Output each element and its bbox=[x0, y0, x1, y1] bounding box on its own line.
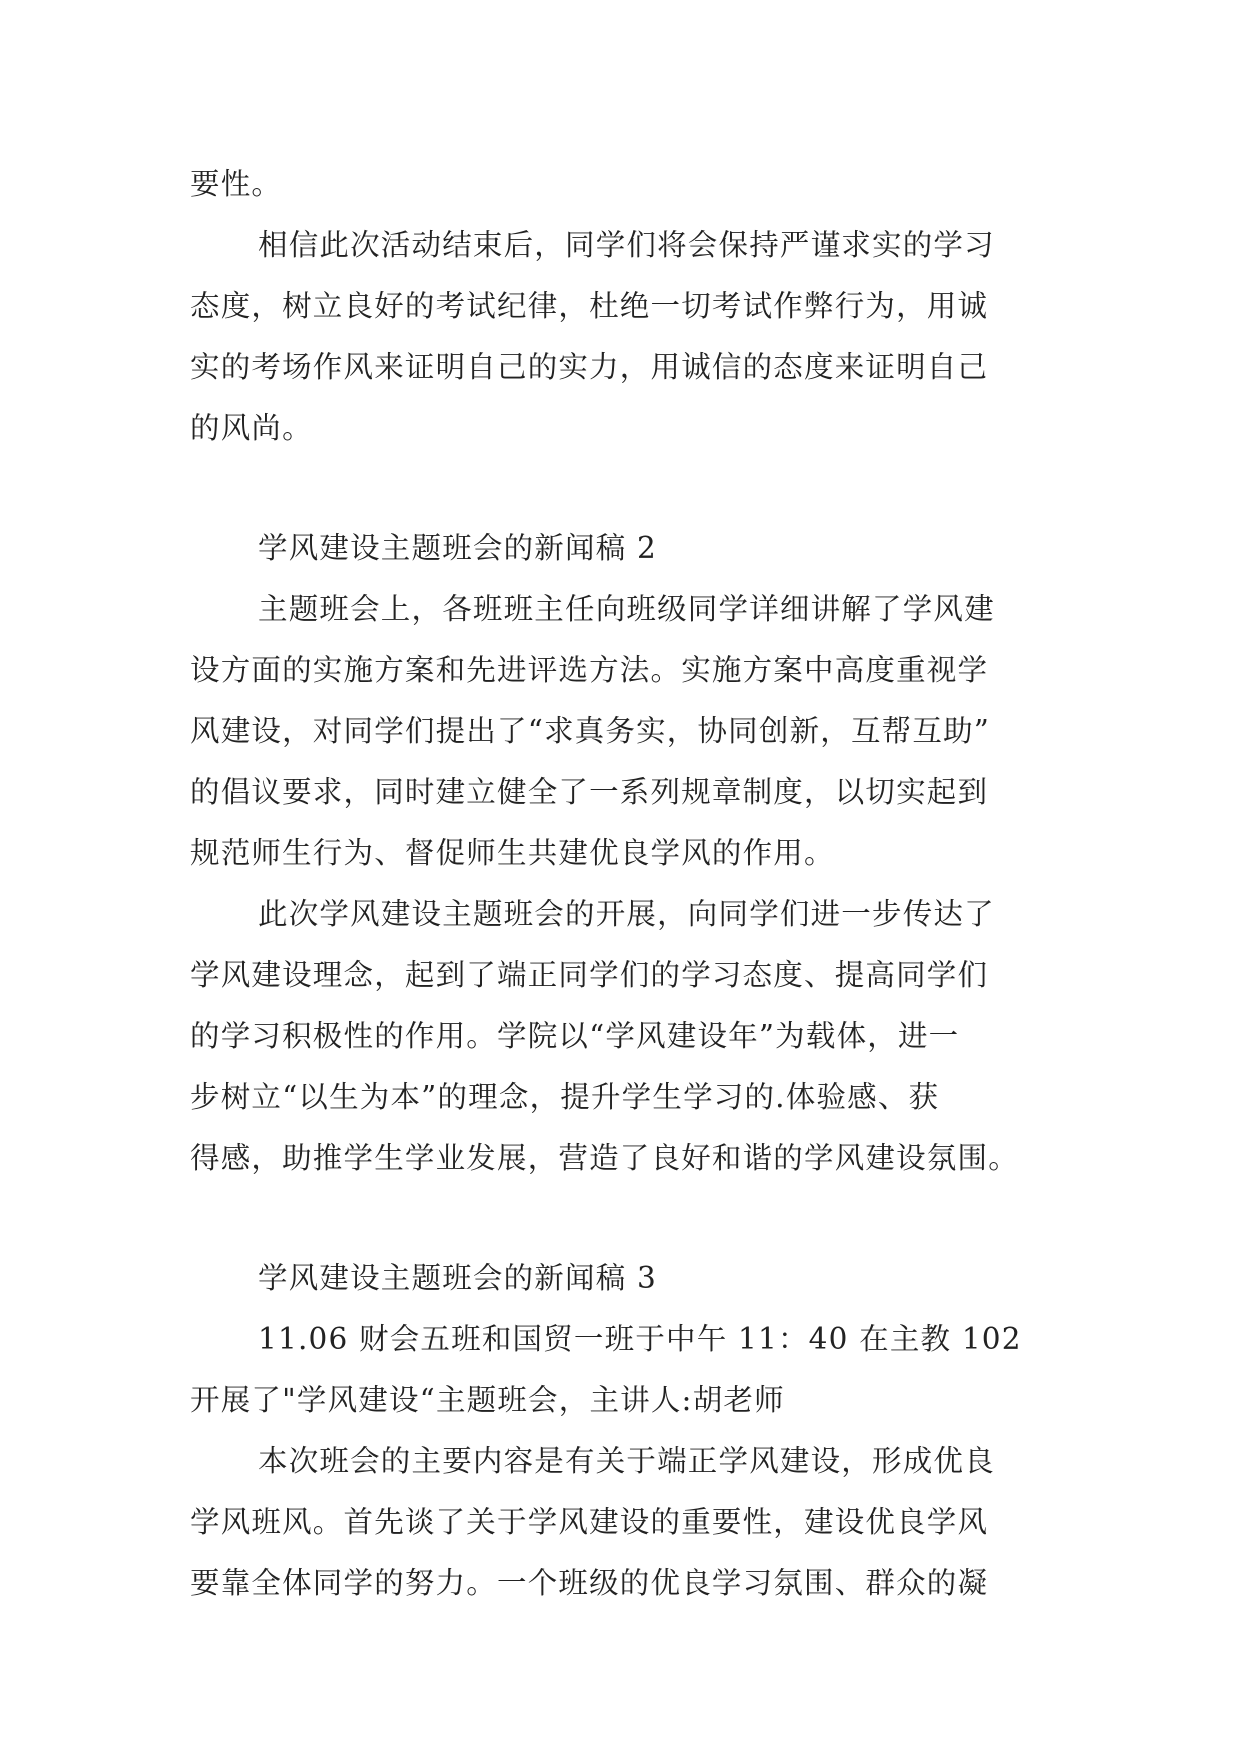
paragraph-line: 设方面的实施方案和先进评选方法。实施方案中高度重视学 bbox=[190, 653, 989, 687]
paragraph-line: 实的考场作风来证明自己的实力，用诚信的态度来证明自己 bbox=[190, 350, 989, 384]
paragraph-line: 学风建设理念，起到了端正同学们的学习态度、提高同学们 bbox=[190, 958, 989, 992]
paragraph-line: 开展了"学风建设“主题班会，主讲人:胡老师 bbox=[190, 1383, 785, 1417]
paragraph-line: 的倡议要求，同时建立健全了一系列规章制度，以切实起到 bbox=[190, 775, 989, 809]
paragraph-line: 步树立“以生为本”的理念，提升学生学习的.体验感、获 bbox=[190, 1080, 940, 1114]
paragraph-line: 的学习积极性的作用。学院以“学风建设年”为载体，进一 bbox=[190, 1019, 960, 1053]
paragraph-line: 得感，助推学生学业发展，营造了良好和谐的学风建设氛围。 bbox=[190, 1141, 1019, 1175]
paragraph-line: 学风班风。首先谈了关于学风建设的重要性，建设优良学风 bbox=[190, 1505, 989, 1539]
paragraph-line: 主题班会上，各班班主任向班级同学详细讲解了学风建 bbox=[258, 592, 995, 626]
section-heading: 学风建设主题班会的新闻稿 2 bbox=[258, 531, 657, 565]
paragraph-line: 此次学风建设主题班会的开展，向同学们进一步传达了 bbox=[258, 897, 995, 931]
paragraph-line: 规范师生行为、督促师生共建优良学风的作用。 bbox=[190, 836, 835, 870]
paragraph-line: 本次班会的主要内容是有关于端正学风建设，形成优良 bbox=[258, 1444, 995, 1478]
paragraph-line: 11.06 财会五班和国贸一班于中午 11：40 在主教 102 bbox=[258, 1322, 1022, 1356]
paragraph-line: 要性。 bbox=[190, 167, 283, 201]
paragraph-line: 态度，树立良好的考试纪律，杜绝一切考试作弊行为，用诚 bbox=[190, 289, 989, 323]
section-heading: 学风建设主题班会的新闻稿 3 bbox=[258, 1261, 657, 1295]
paragraph-line: 要靠全体同学的努力。一个班级的优良学习氛围、群众的凝 bbox=[190, 1566, 989, 1600]
paragraph-line: 风建设，对同学们提出了“求真务实，协同创新，互帮互助” bbox=[190, 714, 991, 748]
paragraph-line: 的风尚。 bbox=[190, 411, 313, 445]
paragraph-line: 相信此次活动结束后，同学们将会保持严谨求实的学习 bbox=[258, 228, 995, 262]
